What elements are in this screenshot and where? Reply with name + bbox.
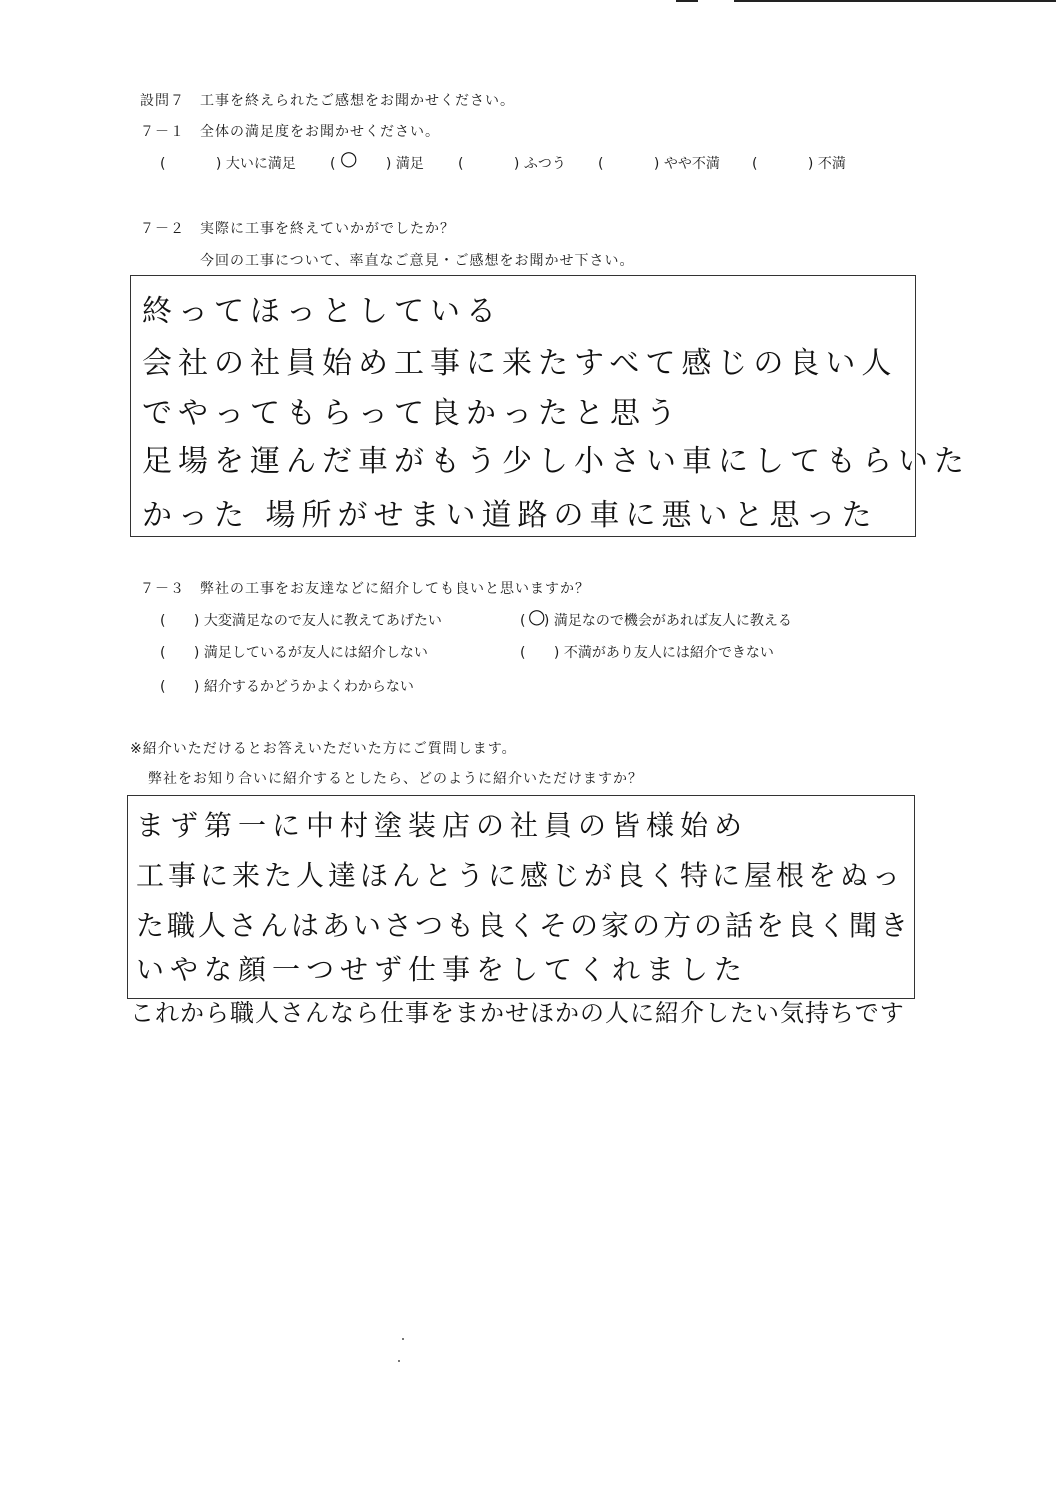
handwritten-line: でやってもらって良かったと思う — [142, 396, 682, 431]
option-label: 満足 — [395, 156, 424, 172]
q7-1-option: ( ) 満足 — [330, 156, 424, 172]
option-label: 不満 — [817, 156, 846, 172]
q7-3-option: ( ) 満足しているが友人には紹介しない — [160, 645, 428, 661]
option-label: 大いに満足 — [225, 156, 296, 172]
q7-2-sub: 今回の工事について、率直なご意見・ご感想をお聞かせ下さい。 — [200, 253, 635, 269]
option-label: 満足なので機会があれば友人に教える — [553, 613, 792, 629]
option-label: やや不満 — [663, 156, 720, 172]
q7-1-option: ( ) 大いに満足 — [160, 156, 296, 172]
handwritten-line: かった 場所がせまい道路の車に悪いと思った — [142, 498, 878, 533]
option-label: ふつう — [523, 156, 566, 172]
option-label: 大変満足なので友人に教えてあげたい — [203, 613, 442, 629]
q7-1-label: ７－１ 全体の満足度をお聞かせください。 — [140, 124, 440, 140]
handwritten-line: 会社の社員始め工事に来たすべて感じの良い人 — [142, 346, 898, 381]
handwritten-line: た職人さんはあいさつも良くその家の方の話を良く聞き — [136, 909, 912, 942]
q7-3-option: ( ) 紹介するかどうかよくわからない — [160, 679, 414, 695]
q7-3-label: ７－３ 弊社の工事をお友達などに紹介しても良いと思いますか？ — [140, 581, 590, 597]
selected-circle-mark: ○ — [528, 604, 546, 628]
q7-title: 設問７ 工事を終えられたご感想をお聞かせください。 — [140, 93, 515, 109]
q7-1-option: ( ) ふつう — [458, 156, 566, 172]
q7-3-option: ( ) 大変満足なので友人に教えてあげたい — [160, 613, 442, 629]
referral-note: ※紹介いただけるとお答えいただいた方にご質問します。 — [130, 741, 517, 757]
q7-3-option: ( ) 満足なので機会があれば友人に教える — [520, 613, 792, 629]
referral-question: 弊社をお知り合いに紹介するとしたら、どのように紹介いただけますか？ — [148, 771, 643, 787]
handwritten-line: 終ってほっとしている — [142, 294, 502, 329]
option-label: 不満があり友人には紹介できない — [563, 645, 774, 661]
handwritten-line: いやな顔一つせず仕事をしてくれました — [136, 953, 749, 986]
top-edge-line — [676, 0, 1056, 3]
selected-circle-mark: ○ — [340, 146, 358, 170]
scan-speck — [398, 1360, 400, 1362]
q7-1-option: ( ) 不満 — [752, 156, 846, 172]
handwritten-line: 工事に来た人達ほんとうに感じが良く特に屋根をぬっ — [136, 859, 905, 892]
scan-speck — [402, 1338, 404, 1340]
q7-2-label: ７－２ 実際に工事を終えていかがでしたか？ — [140, 221, 455, 237]
option-label: 満足しているが友人には紹介しない — [203, 645, 428, 661]
q7-1-option: ( ) やや不満 — [598, 156, 720, 172]
handwritten-line: これから職人さんなら仕事をまかせほかの人に紹介したい気持ちです — [130, 999, 905, 1027]
handwritten-line: まず第一に中村塗装店の社員の皆様始め — [136, 809, 749, 842]
option-label: 紹介するかどうかよくわからない — [203, 679, 414, 695]
handwritten-line: 足場を運んだ車がもう少し小さい車にしてもらいた — [142, 444, 970, 479]
q7-3-option: ( ) 不満があり友人には紹介できない — [520, 645, 774, 661]
